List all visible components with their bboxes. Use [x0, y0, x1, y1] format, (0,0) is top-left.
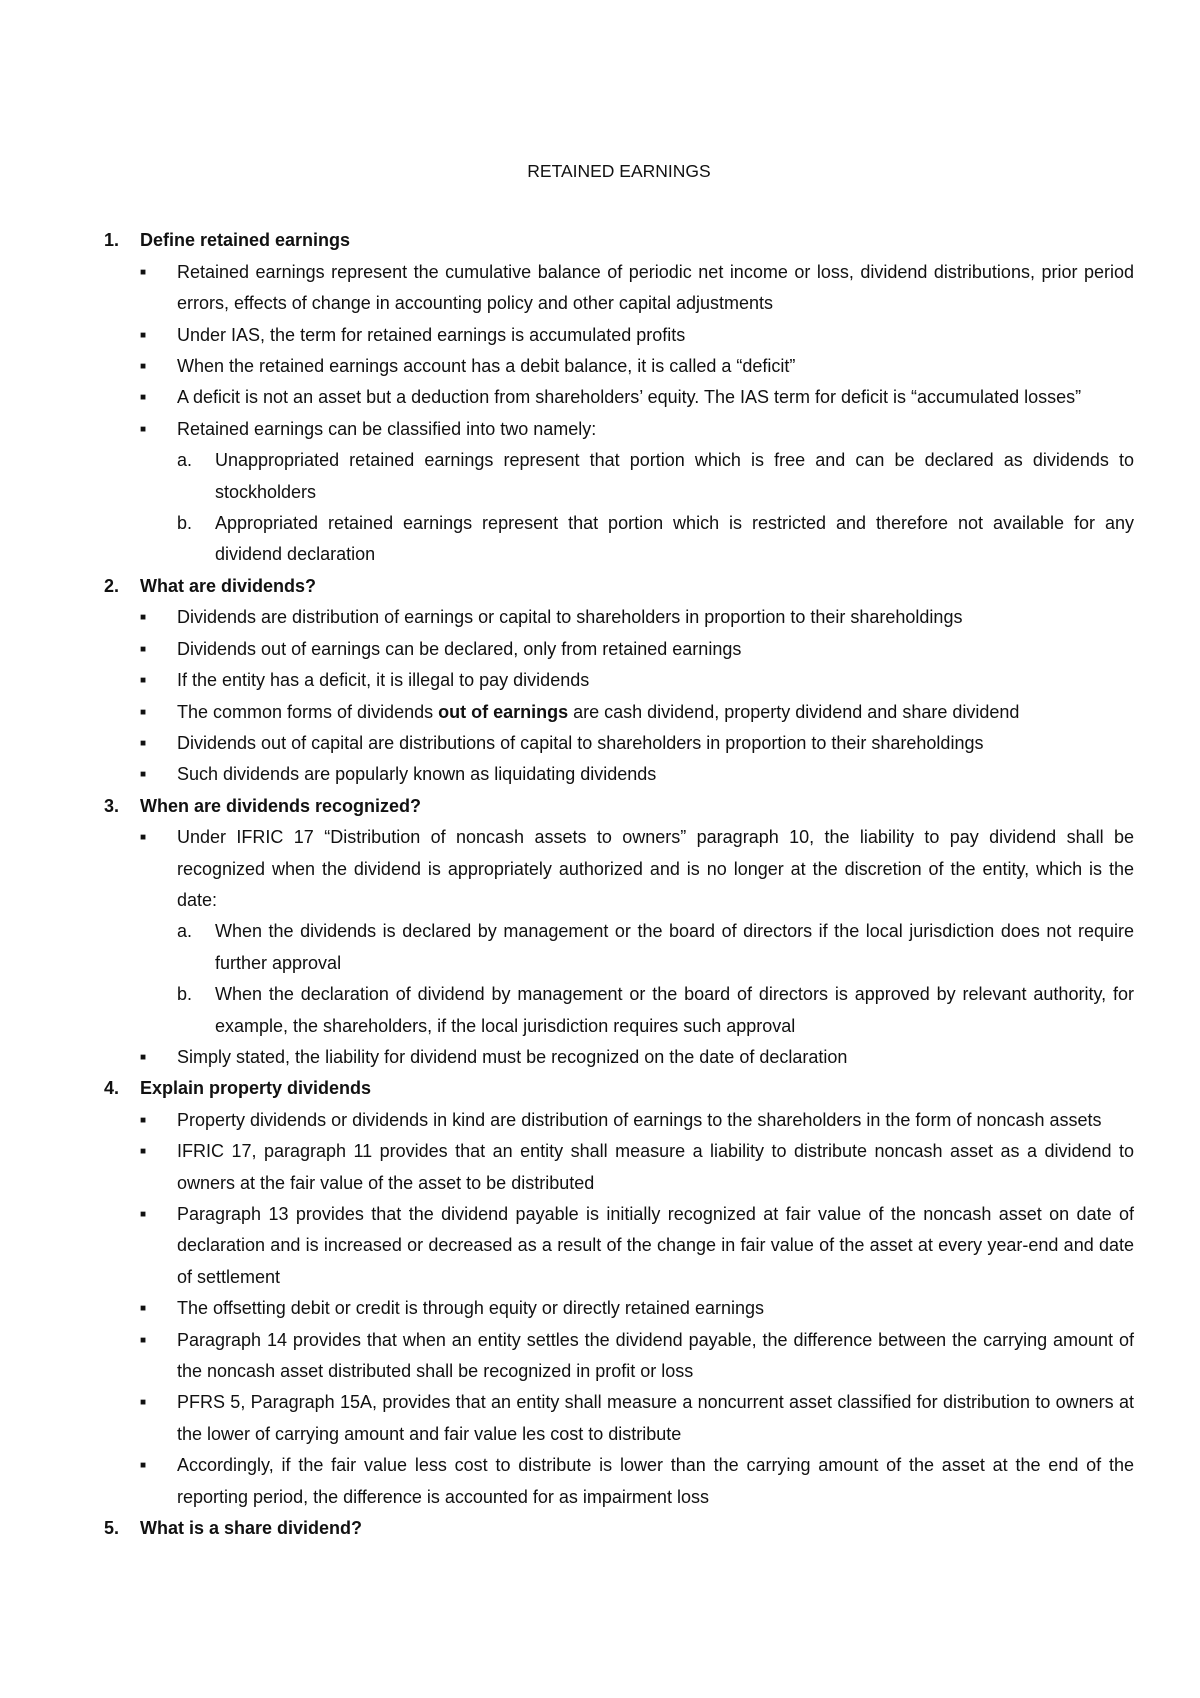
list-item [140, 1450, 1134, 1513]
bullet-text: PFRS 5, Paragraph 15A, provides that an entity shall measure a noncurrent asset classified for distribution to owners at the lower of carrying amount and fair value les cost to distribute [177, 1392, 1134, 1444]
section-number: 5. [104, 1518, 120, 1539]
list-item [140, 1042, 1134, 1073]
square-bullet-icon: ■ [140, 737, 147, 749]
section-heading-text: What is a share dividend? [140, 1518, 363, 1539]
list-item [140, 1325, 1134, 1388]
section-heading [104, 225, 1134, 256]
bullet-text: Accordingly, if the fair value less cost to distribute is lower than the carrying amount of the asset at the end of the reporting period, the difference is accounted for as impairment loss [177, 1455, 1134, 1507]
bullet-text-part: are cash dividend, property dividend and share dividend [568, 701, 1020, 722]
square-bullet-icon: ■ [140, 706, 147, 718]
list-item [140, 414, 1134, 445]
list-item [140, 728, 1134, 759]
square-bullet-icon: ■ [140, 643, 147, 655]
square-bullet-icon: ■ [140, 1460, 147, 1472]
square-bullet-icon: ■ [140, 675, 147, 687]
bullet-list [104, 1042, 1134, 1073]
bullet-list [104, 822, 1134, 916]
list-item [140, 320, 1134, 351]
list-item [177, 916, 1134, 979]
section-heading [104, 791, 1134, 822]
list-item [140, 1136, 1134, 1199]
list-item [177, 979, 1134, 1042]
list-item [140, 697, 1134, 728]
square-bullet-icon: ■ [140, 1397, 147, 1409]
bullet-text: Under IFRIC 17 “Distribution of noncash assets to owners” paragraph 10, the liability to pay dividend shall be recognized when the dividend is appropriately authorized and is no longer at the discretion of the entity, which is the date: [177, 827, 1134, 910]
list-item [140, 1199, 1134, 1293]
square-bullet-icon: ■ [140, 329, 147, 341]
section-heading-text: Define retained earnings [140, 230, 351, 251]
list-item [140, 602, 1134, 633]
list-item [140, 634, 1134, 665]
section-5 [104, 1513, 1134, 1544]
square-bullet-icon: ■ [140, 769, 147, 781]
item-text: Unappropriated retained earnings represent that portion which is free and can be declared as dividends to stockholders [215, 450, 1134, 502]
bullet-text: Dividends out of earnings can be declared, only from retained earnings [177, 638, 742, 659]
square-bullet-icon: ■ [140, 612, 147, 624]
bullet-text: Dividends are distribution of earnings or capital to shareholders in proportion to their shareholdings [177, 607, 963, 628]
item-text: When the dividends is declared by management or the board of directors if the local jurisdiction does not require further approval [215, 921, 1134, 973]
item-letter: a. [177, 921, 193, 942]
list-item [140, 1387, 1134, 1450]
square-bullet-icon: ■ [140, 1146, 147, 1158]
item-letter: a. [177, 450, 193, 471]
bullet-text [177, 697, 1134, 728]
square-bullet-icon: ■ [140, 361, 147, 373]
square-bullet-icon: ■ [140, 1334, 147, 1346]
list-item [140, 822, 1134, 916]
section-list [104, 225, 1134, 1544]
list-item [140, 257, 1134, 320]
bullet-text: Such dividends are popularly known as liquidating dividends [177, 764, 657, 785]
square-bullet-icon: ■ [140, 266, 147, 278]
list-item [140, 351, 1134, 382]
bullet-text: If the entity has a deficit, it is illegal to pay dividends [177, 670, 590, 691]
list-item [177, 445, 1134, 508]
square-bullet-icon: ■ [140, 1303, 147, 1315]
section-heading-text: When are dividends recognized? [140, 795, 422, 816]
bullet-text: IFRIC 17, paragraph 11 provides that an entity shall measure a liability to distribute noncash asset as a dividend to owners at the fair value of the asset to be distributed [177, 1141, 1134, 1193]
bullet-text: Paragraph 14 provides that when an entity settles the dividend payable, the difference between the carrying amount of the noncash asset distributed shall be recognized in profit or loss [177, 1329, 1134, 1382]
bullet-text: Retained earnings represent the cumulative balance of periodic net income or loss, dividend distributions, prior period errors, effects of change in accounting policy and other capital adjustments [177, 261, 1134, 314]
document-content [104, 156, 1134, 1544]
bullet-text: Simply stated, the liability for dividend must be recognized on the date of declaration [177, 1046, 848, 1067]
list-item [140, 1105, 1134, 1136]
square-bullet-icon: ■ [140, 1114, 147, 1126]
bullet-text: Paragraph 13 provides that the dividend payable is initially recognized at fair value of the noncash asset on date of declaration and is increased or decreased as a result of the change in fair value of the asset at every year-end and date of settlement [177, 1204, 1134, 1287]
section-number: 3. [104, 795, 120, 816]
section-4 [104, 1073, 1134, 1513]
section-1 [104, 225, 1134, 570]
list-item [140, 665, 1134, 696]
section-number: 1. [104, 230, 120, 251]
bullet-text: When the retained earnings account has a debit balance, it is called a “deficit” [177, 356, 796, 377]
item-letter: b. [177, 513, 193, 534]
square-bullet-icon: ■ [140, 1209, 147, 1220]
section-heading [104, 1073, 1134, 1104]
bullet-list [104, 602, 1134, 790]
bullet-text: Property dividends or dividends in kind are distribution of earnings to the shareholders in the form of noncash assets [177, 1109, 1102, 1130]
list-item [140, 759, 1134, 790]
section-heading [104, 1513, 1134, 1544]
bullet-text: A deficit is not an asset but a deduction from shareholders’ equity. The IAS term for deficit is “accumulated losses” [177, 387, 1082, 408]
list-item [140, 382, 1134, 413]
bullet-text: The offsetting debit or credit is through equity or directly retained earnings [177, 1298, 764, 1319]
square-bullet-icon: ■ [140, 423, 147, 435]
bullet-text: Under IAS, the term for retained earnings is accumulated profits [177, 324, 686, 345]
section-heading [104, 571, 1134, 602]
item-letter: b. [177, 984, 193, 1005]
bold-phrase: out of earnings [438, 701, 569, 722]
section-heading-text: What are dividends? [140, 575, 317, 596]
section-number: 4. [104, 1078, 120, 1099]
section-heading-text: Explain property dividends [140, 1078, 372, 1099]
lettered-list [104, 445, 1134, 571]
section-3 [104, 791, 1134, 1074]
bullet-text: Retained earnings can be classified into two namely: [177, 418, 597, 439]
bullet-list [104, 1105, 1134, 1513]
bullet-text: Dividends out of capital are distributions of capital to shareholders in proportion to their shareholdings [177, 732, 984, 753]
section-number: 2. [104, 575, 120, 596]
document-title: RETAINED EARNINGS [527, 161, 711, 181]
square-bullet-icon: ■ [140, 832, 147, 844]
bullet-list [104, 257, 1134, 445]
bullet-text-part: The common forms of dividends [177, 701, 439, 722]
square-bullet-icon: ■ [140, 392, 147, 404]
lettered-list [104, 916, 1134, 1042]
list-item [177, 508, 1134, 571]
list-item [140, 1293, 1134, 1324]
item-text: Appropriated retained earnings represent that portion which is restricted and therefore not available for any dividend declaration [215, 513, 1134, 565]
square-bullet-icon: ■ [140, 1051, 147, 1063]
section-2 [104, 571, 1134, 791]
item-text: When the declaration of dividend by management or the board of directors is approved by relevant authority, for example, the shareholders, if the local jurisdiction requires such approval [215, 984, 1134, 1036]
